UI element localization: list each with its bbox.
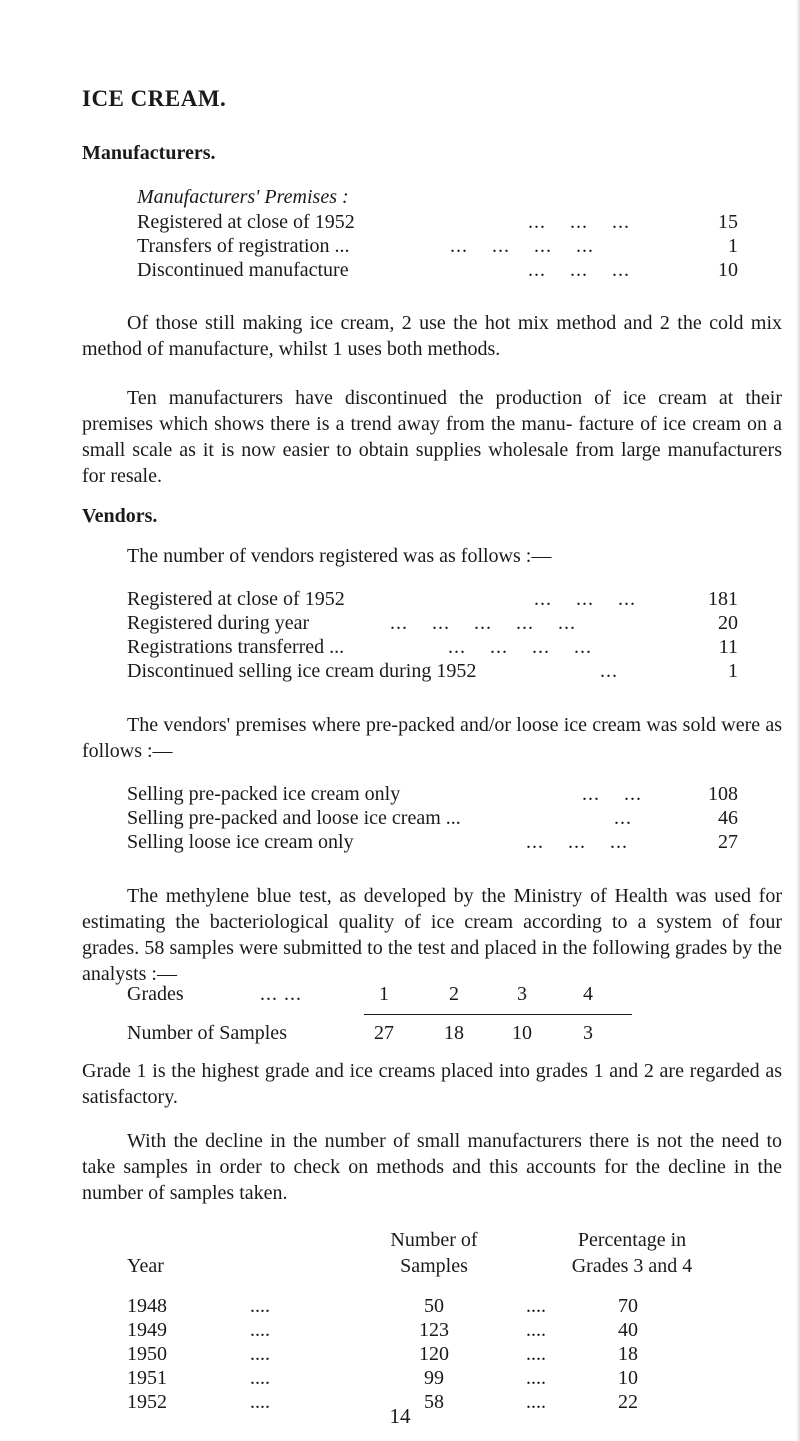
leader-dots: ... <box>614 807 632 829</box>
grade-sample-count: 18 <box>444 1022 464 1044</box>
table-cell-samples: 120 <box>419 1343 449 1365</box>
table-cell-percentage: 70 <box>618 1295 638 1317</box>
grade-sample-count: 27 <box>374 1022 394 1044</box>
leader-dots: .... <box>526 1391 546 1413</box>
mfr-item-label: Discontinued manufacture <box>137 259 349 281</box>
premises-item-label: Selling pre-packed and loose ice cream ... <box>127 807 461 829</box>
mfr-item-label: Transfers of registration ... <box>137 235 350 257</box>
mfr-item-value: 10 <box>718 259 738 281</box>
grade-number: 2 <box>449 983 459 1005</box>
grades-dots: ... ... <box>260 983 302 1005</box>
grade-number: 4 <box>583 983 593 1005</box>
grade-number: 1 <box>379 983 389 1005</box>
table-rule <box>364 1014 632 1015</box>
leader-dots: .... <box>250 1391 270 1413</box>
leader-dots: .... <box>526 1343 546 1365</box>
table-header-samples: Samples <box>400 1255 468 1277</box>
premises-item-value: 27 <box>718 831 738 853</box>
vendor-item-value: 20 <box>718 612 738 634</box>
table-header-samples: Number of <box>390 1229 478 1251</box>
page-number: 14 <box>389 1404 411 1428</box>
mfr-item-value: 1 <box>728 235 738 257</box>
mfr-item-value: 15 <box>718 211 738 233</box>
table-cell-year: 1948 <box>127 1295 167 1317</box>
leader-dots: ... ... ... ... ... <box>390 612 576 634</box>
leader-dots: .... <box>250 1367 270 1389</box>
vendor-item-label: Registrations transferred ... <box>127 636 345 658</box>
leader-dots: .... <box>526 1295 546 1317</box>
mfr-item-label: Registered at close of 1952 <box>137 211 355 233</box>
paragraph-vendor-premises: The vendors' premises where pre-packed and/or loose ice cream was sold were as follows :— <box>82 714 782 762</box>
table-cell-year: 1952 <box>127 1391 167 1413</box>
table-cell-samples: 58 <box>424 1391 444 1413</box>
grade-number: 3 <box>517 983 527 1005</box>
manufacturers-heading: Manufacturers. <box>82 142 216 164</box>
table-cell-samples: 123 <box>419 1319 449 1341</box>
premises-item-value: 46 <box>718 807 738 829</box>
vendors-intro: The number of vendors registered was as follows :— <box>127 545 552 567</box>
table-cell-year: 1951 <box>127 1367 167 1389</box>
vendor-item-value: 1 <box>728 660 738 682</box>
paragraph-methylene-test: The methylene blue test, as developed by the Ministry of Health was used for estimating the bacteriological quality of ice cream according to a system of four grades. 58 samples were submitted to the test and placed in the following grades by the analysts :— <box>82 885 782 985</box>
grade-sample-count: 3 <box>583 1022 593 1044</box>
paragraph-methods: Of those still making ice cream, 2 use the hot mix method and 2 the cold mix method of manufacture, whilst 1 uses both methods. <box>82 312 782 360</box>
vendor-item-label: Registered during year <box>127 612 310 634</box>
leader-dots: .... <box>526 1367 546 1389</box>
page-title: ICE CREAM. <box>82 86 227 111</box>
table-cell-percentage: 10 <box>618 1367 638 1389</box>
leader-dots: ... ... ... ... <box>450 235 594 257</box>
leader-dots: .... <box>250 1319 270 1341</box>
table-cell-percentage: 22 <box>618 1391 638 1413</box>
premises-item-label: Selling pre-packed ice cream only <box>127 783 401 805</box>
paragraph-decline: With the decline in the number of small manufacturers there is not the need to take samples in order to check on methods and this accounts for the decline in the number of samples taken. <box>82 1130 782 1204</box>
page-edge-shadow <box>796 0 800 1441</box>
table-cell-samples: 50 <box>424 1295 444 1317</box>
table-header-percentage: Grades 3 and 4 <box>571 1255 693 1277</box>
vendor-item-value: 181 <box>708 588 738 610</box>
samples-label: Number of Samples <box>127 1022 287 1044</box>
table-cell-percentage: 18 <box>618 1343 638 1365</box>
leader-dots: ... <box>600 660 618 682</box>
table-header-year: Year <box>127 1255 164 1277</box>
leader-dots: .... <box>250 1295 270 1317</box>
table-cell-samples: 99 <box>424 1367 444 1389</box>
manufacturers-premises-heading: Manufacturers' Premises : <box>137 186 349 208</box>
table-cell-percentage: 40 <box>618 1319 638 1341</box>
leader-dots: ... ... ... <box>526 831 628 853</box>
leader-dots: ... ... ... <box>528 211 630 233</box>
table-cell-year: 1950 <box>127 1343 167 1365</box>
leader-dots: ... ... ... ... <box>448 636 592 658</box>
paragraph-grade-note: Grade 1 is the highest grade and ice creams placed into grades 1 and 2 are regarded as satisfactory. <box>82 1060 782 1108</box>
table-header-percentage: Percentage in <box>577 1229 687 1251</box>
table-cell-year: 1949 <box>127 1319 167 1341</box>
vendor-item-label: Registered at close of 1952 <box>127 588 345 610</box>
leader-dots: ... ... ... <box>534 588 636 610</box>
grades-label: Grades <box>127 983 184 1005</box>
leader-dots: .... <box>526 1319 546 1341</box>
vendor-item-value: 11 <box>718 636 738 658</box>
premises-item-label: Selling loose ice cream only <box>127 831 354 853</box>
vendor-item-label: Discontinued selling ice cream during 1952 <box>127 660 477 682</box>
grade-sample-count: 10 <box>512 1022 532 1044</box>
paragraph-trend: Ten manufacturers have discontinued the production of ice cream at their premises which shows there is a trend away from the manu- facture of ice cream on a small scale as it is now easier to obtain supplies wholesale from large manufacturers for resale. <box>82 387 782 487</box>
leader-dots: .... <box>250 1343 270 1365</box>
premises-item-value: 108 <box>708 783 738 805</box>
leader-dots: ... ... <box>582 783 642 805</box>
leader-dots: ... ... ... <box>528 259 630 281</box>
vendors-heading: Vendors. <box>82 505 158 527</box>
